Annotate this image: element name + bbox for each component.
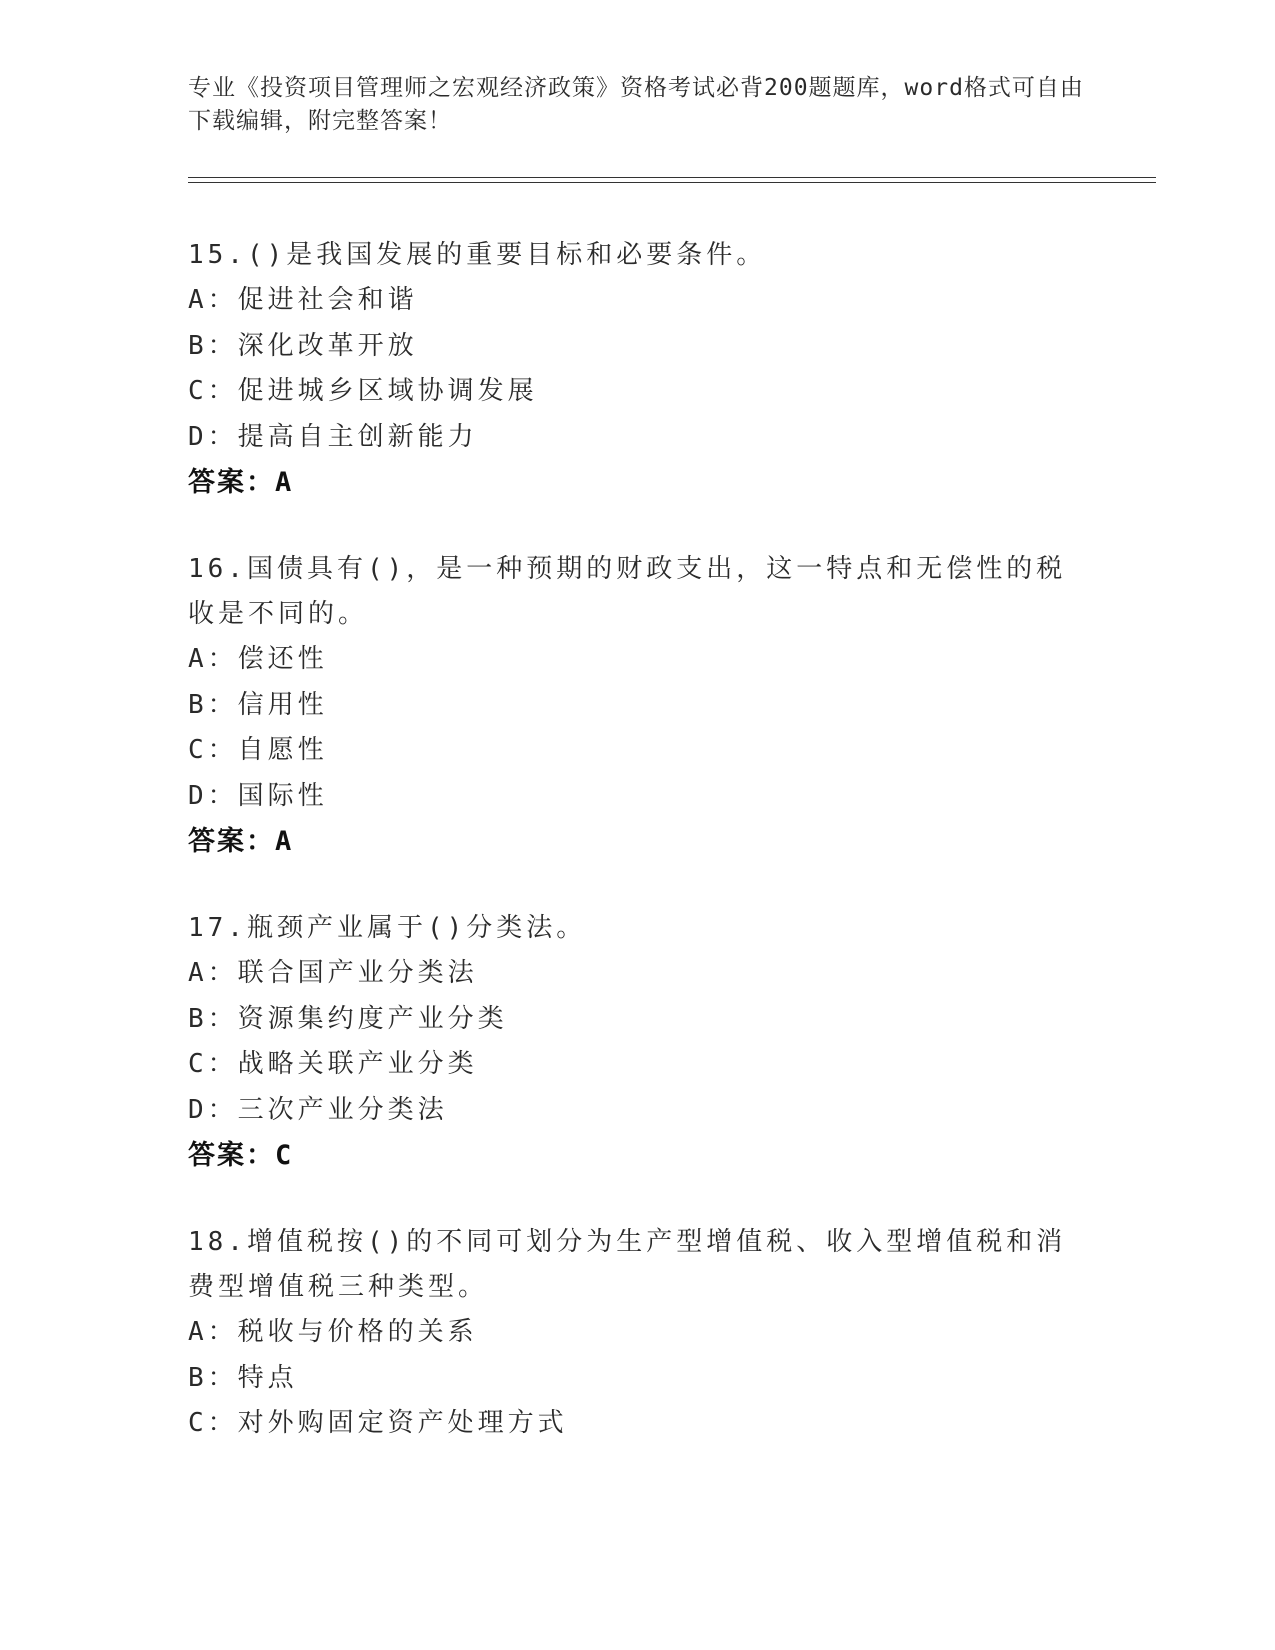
option-a: A：税收与价格的关系 (188, 1317, 478, 1347)
answer: 答案：C (188, 1140, 294, 1171)
answer: 答案：A (188, 467, 294, 498)
option-d: D：国际性 (188, 780, 328, 811)
header-divider-bottom (188, 182, 1156, 183)
question-text: 15.()是我国发展的重要目标和必要条件。 (188, 240, 767, 270)
question-16 (188, 547, 1088, 864)
option-d: D：提高自主创新能力 (188, 421, 478, 452)
option-d: D：三次产业分类法 (188, 1094, 448, 1125)
answer: 答案：A (188, 826, 294, 857)
question-17 (188, 906, 1088, 1178)
option-c: C：对外购固定资产处理方式 (188, 1408, 568, 1438)
option-b: B：资源集约度产业分类 (188, 1003, 508, 1034)
option-a: A：偿还性 (188, 644, 328, 674)
question-text: 17.瓶颈产业属于()分类法。 (188, 913, 587, 943)
question-list (188, 233, 1088, 1489)
option-c: C：战略关联产业分类 (188, 1049, 478, 1079)
header-divider-top (188, 177, 1156, 178)
question-18 (188, 1220, 1088, 1447)
document-header: 专业《投资项目管理师之宏观经济政策》资格考试必背200题题库，word格式可自由下载编辑，附完整答案！ (188, 75, 1084, 134)
option-b: B：深化改革开放 (188, 330, 418, 361)
option-b: B：特点 (188, 1362, 298, 1393)
question-15 (188, 233, 1088, 505)
option-a: A：促进社会和谐 (188, 285, 418, 315)
option-a: A：联合国产业分类法 (188, 958, 478, 988)
question-text: 16.国债具有()，是一种预期的财政支出，这一特点和无偿性的税收是不同的。 (188, 554, 1067, 629)
question-text: 18.增值税按()的不同可划分为生产型增值税、收入型增值税和消费型增值税三种类型。 (188, 1227, 1067, 1302)
option-c: C：促进城乡区域协调发展 (188, 376, 538, 406)
option-b: B：信用性 (188, 689, 328, 720)
option-c: C：自愿性 (188, 735, 328, 765)
